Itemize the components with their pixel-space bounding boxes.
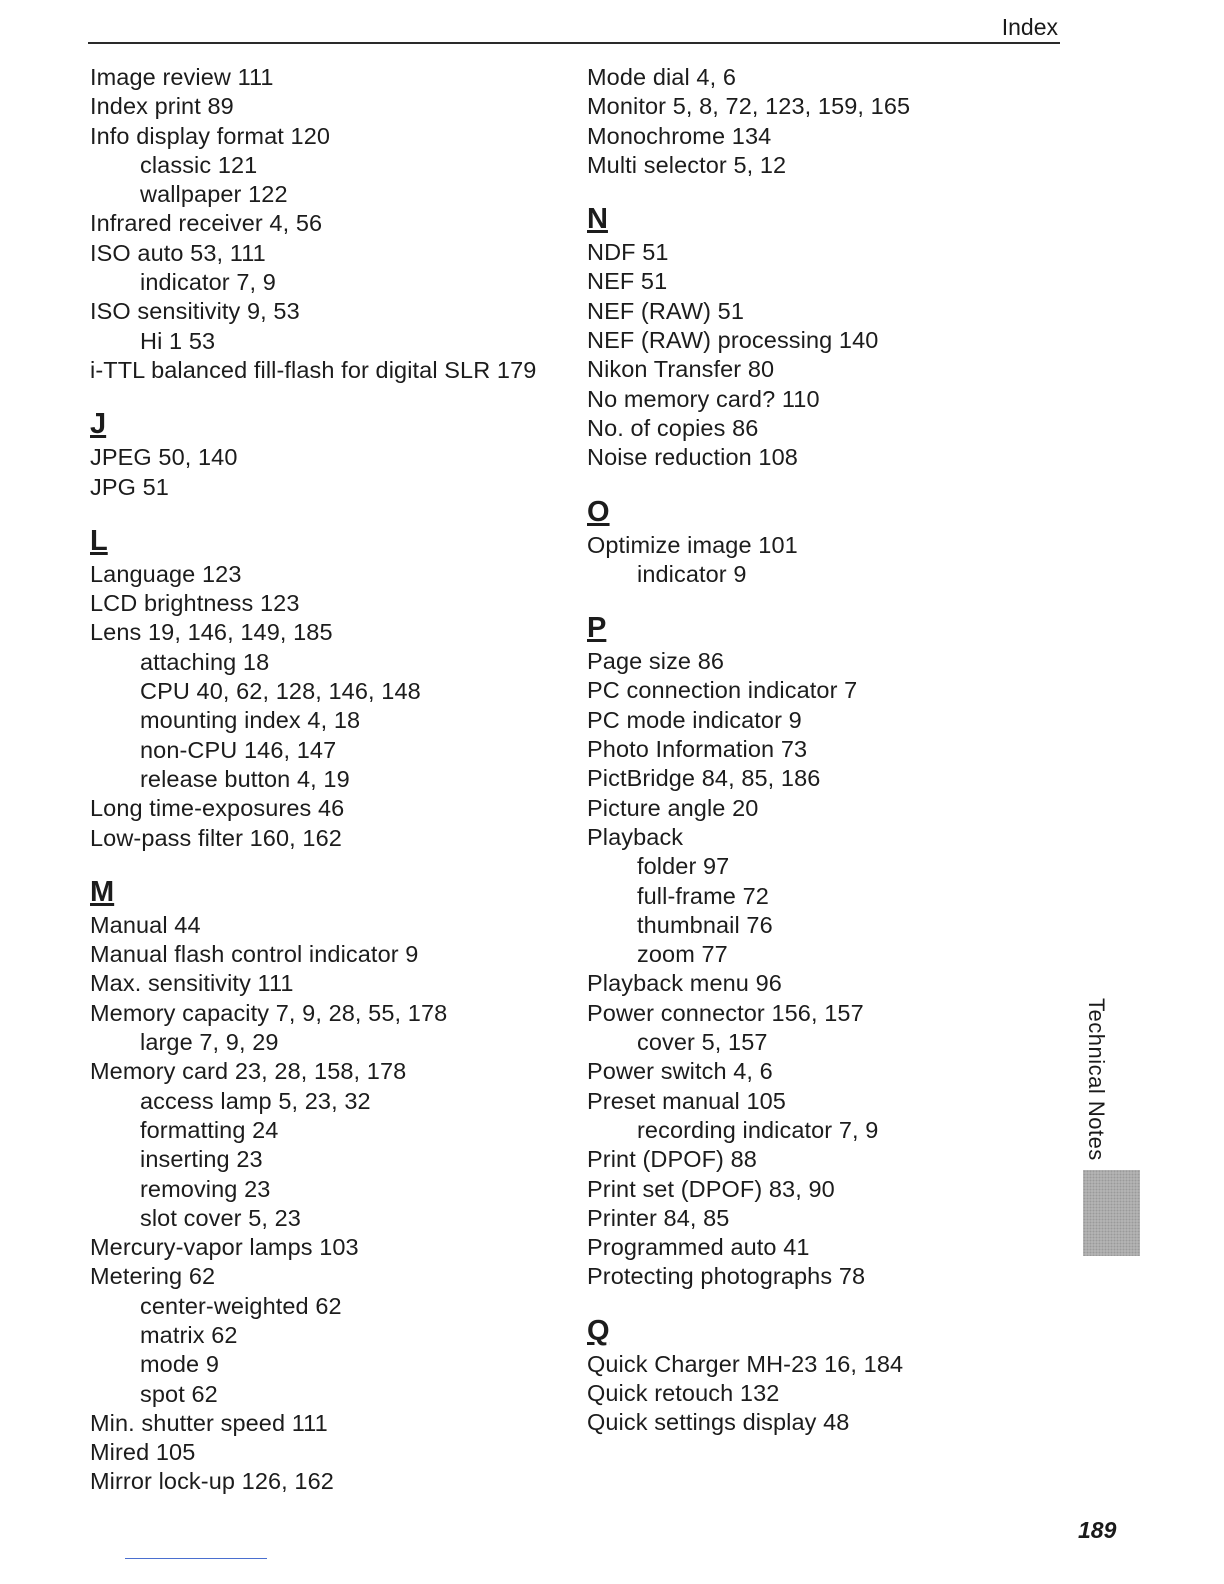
index-subentry: Hi 1 53 (140, 327, 216, 354)
index-subentry: mounting index 4, 18 (140, 707, 361, 734)
section-tab-label: Technical Notes (1084, 998, 1109, 1161)
index-entry: Monochrome 134 (587, 122, 772, 149)
index-subentry: full-frame 72 (637, 882, 769, 909)
index-entry: Max. sensitivity 111 (90, 970, 294, 997)
index-entry: Infrared receiver 4, 56 (90, 210, 323, 237)
index-subentry: center-weighted 62 (140, 1292, 342, 1319)
index-entry: Memory capacity 7, 9, 28, 55, 178 (90, 999, 448, 1026)
index-subentry: large 7, 9, 29 (140, 1029, 279, 1056)
index-entry: Optimize image 101 (587, 531, 798, 558)
index-subentry: slot cover 5, 23 (140, 1204, 301, 1231)
index-entry: LCD brightness 123 (90, 590, 300, 617)
page-number: 189 (1078, 1517, 1117, 1543)
index-entry: Nikon Transfer 80 (587, 356, 775, 383)
index-entry: Print set (DPOF) 83, 90 (587, 1175, 835, 1202)
index-entry: Info display format 120 (90, 122, 331, 149)
index-entry: NEF (RAW) 51 (587, 297, 745, 324)
index-entry: PictBridge 84, 85, 186 (587, 765, 821, 792)
index-entry: Quick settings display 48 (587, 1409, 850, 1436)
index-subentry: matrix 62 (140, 1321, 238, 1348)
index-subentry: recording indicator 7, 9 (637, 1116, 879, 1143)
index-subentry: cover 5, 157 (637, 1029, 768, 1056)
index-entry: Long time-exposures 46 (90, 795, 345, 822)
index-subentry: indicator 9 (637, 560, 747, 587)
index-entry: Mercury-vapor lamps 103 (90, 1234, 359, 1261)
index-entry: Low-pass filter 160, 162 (90, 824, 342, 851)
index-entry: Page size 86 (587, 648, 725, 675)
index-entry: PC mode indicator 9 (587, 706, 802, 733)
index-entry: Picture angle 20 (587, 794, 759, 821)
index-entry: No memory card? 110 (587, 385, 820, 412)
index-subentry: removing 23 (140, 1175, 271, 1202)
index-entry: Multi selector 5, 12 (587, 151, 787, 178)
index-subentry: mode 9 (140, 1351, 219, 1378)
index-entry: ISO sensitivity 9, 53 (90, 298, 300, 325)
footer-line (125, 1558, 267, 1559)
index-subentry: wallpaper 122 (140, 181, 288, 208)
index-entry: Quick Charger MH-23 16, 184 (587, 1350, 904, 1377)
index-entry: Index print 89 (90, 93, 234, 120)
index-subentry: non-CPU 146, 147 (140, 736, 337, 763)
index-entry: Playback menu 96 (587, 970, 782, 997)
index-subentry: attaching 18 (140, 648, 270, 675)
index-entry: ISO auto 53, 111 (90, 239, 266, 266)
index-entry: Metering 62 (90, 1263, 216, 1290)
index-entry: PC connection indicator 7 (587, 677, 858, 704)
index-entry: Photo Information 73 (587, 736, 808, 763)
index-entry: Programmed auto 41 (587, 1234, 810, 1261)
index-entry: Image review 111 (90, 64, 274, 90)
index-entry: Mired 105 (90, 1439, 196, 1466)
index-subentry: access lamp 5, 23, 32 (140, 1087, 371, 1114)
index-entry: NEF 51 (587, 268, 668, 295)
index-entry: No. of copies 86 (587, 414, 759, 441)
index-entry: Playback (587, 823, 684, 850)
index-entry: Protecting photographs 78 (587, 1263, 866, 1290)
index-entry: NEF (RAW) processing 140 (587, 327, 879, 354)
index-entry: JPG 51 (90, 473, 169, 500)
index-subentry: thumbnail 76 (637, 911, 773, 938)
section-tab-marker (1083, 1170, 1140, 1256)
index-entry: Language 123 (90, 560, 242, 587)
index-entry: Mirror lock-up 126, 162 (90, 1468, 334, 1495)
index-subentry: spot 62 (140, 1380, 218, 1407)
index-entry: Quick retouch 132 (587, 1379, 780, 1406)
index-entry: Monitor 5, 8, 72, 123, 159, 165 (587, 93, 911, 120)
index-subentry: formatting 24 (140, 1116, 279, 1143)
index-entry: Noise reduction 108 (587, 444, 798, 471)
index-entry: Mode dial 4, 6 (587, 64, 737, 90)
index-column-left (90, 63, 560, 1497)
index-entry: Power connector 156, 157 (587, 999, 864, 1026)
index-subentry: CPU 40, 62, 128, 146, 148 (140, 678, 421, 705)
index-section-letter: J (90, 408, 107, 441)
index-column-right (587, 63, 1057, 1438)
index-subentry: inserting 23 (140, 1146, 263, 1173)
index-entry: Power switch 4, 6 (587, 1058, 773, 1085)
index-subentry: folder 97 (637, 853, 730, 880)
index-section-letter: N (587, 203, 608, 236)
page-header-title: Index (1001, 14, 1058, 40)
index-subentry: zoom 77 (637, 941, 728, 968)
index-entry: Manual 44 (90, 911, 201, 938)
index-section-letter: O (587, 495, 610, 528)
index-entry: i-TTL balanced fill-flash for digital SLR 179 (90, 356, 537, 383)
index-section-letter: Q (587, 1314, 610, 1347)
index-entry: JPEG 50, 140 (90, 444, 238, 471)
index-entry: Lens 19, 146, 149, 185 (90, 619, 333, 646)
index-subentry: indicator 7, 9 (140, 269, 276, 296)
index-subentry: classic 121 (140, 151, 258, 178)
index-section-letter: P (587, 612, 607, 645)
index-entry: Print (DPOF) 88 (587, 1146, 757, 1173)
index-entry: Printer 84, 85 (587, 1204, 730, 1231)
index-entry: Preset manual 105 (587, 1087, 786, 1114)
index-entry: Memory card 23, 28, 158, 178 (90, 1058, 407, 1085)
index-section-letter: M (90, 875, 115, 908)
index-entry: Manual flash control indicator 9 (90, 941, 419, 968)
header-rule (88, 42, 1060, 44)
index-section-letter: L (90, 524, 108, 557)
index-entry: Min. shutter speed 111 (90, 1409, 328, 1436)
index-subentry: release button 4, 19 (140, 765, 350, 792)
index-entry: NDF 51 (587, 239, 669, 266)
